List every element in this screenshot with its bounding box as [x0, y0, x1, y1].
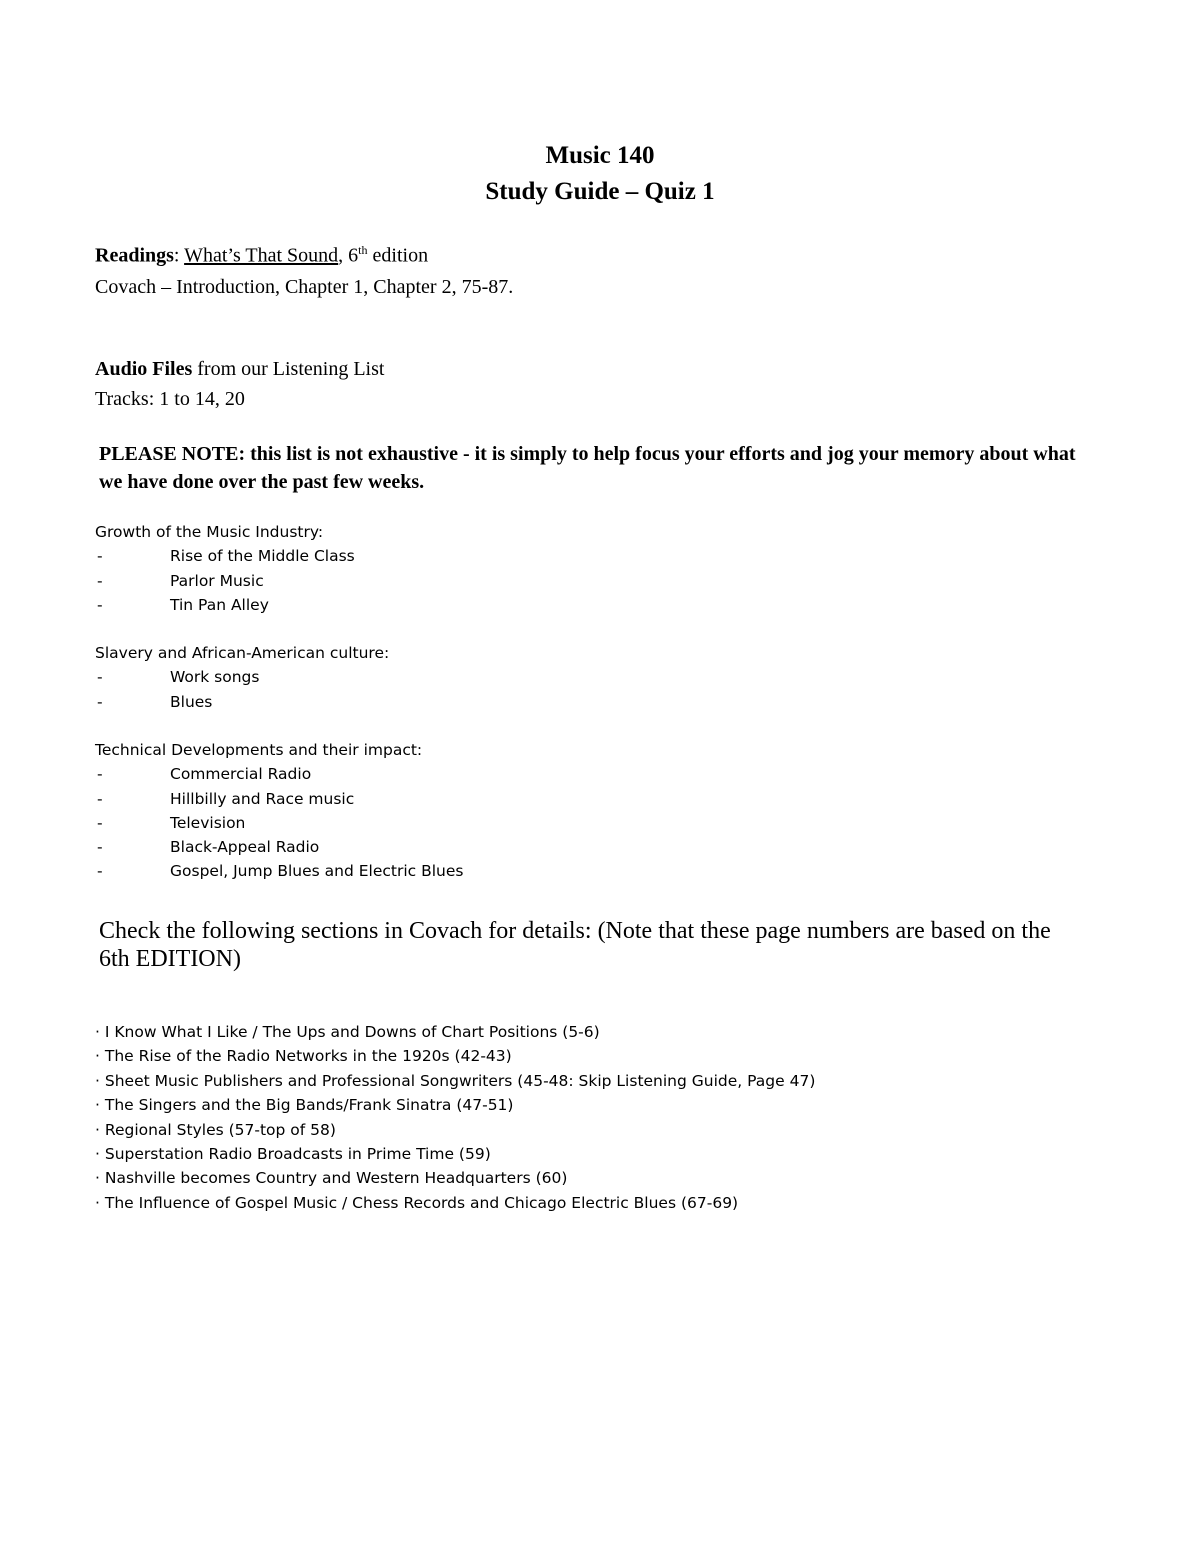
reference-item: · Sheet Music Publishers and Professional Songwriters (45-48: Skip Listening Guide, Page 47): [95, 1071, 816, 1090]
list-item: - Gospel, Jump Blues and Electric Blues: [97, 862, 464, 881]
edition-sup: th: [358, 243, 368, 257]
please-note: PLEASE NOTE: this list is not exhaustive - it is simply to help focus your efforts and jog your memory about what we have done over the past few weeks.: [99, 443, 1076, 493]
list-item: - Parlor Music: [97, 571, 264, 590]
list-item: - Television: [97, 813, 246, 832]
section-technical: [95, 738, 464, 884]
section-heading: Technical Developments and their impact:: [95, 741, 423, 759]
reference-item: · Regional Styles (57-top of 58): [95, 1120, 336, 1139]
audio-tracks: Tracks: 1 to 14, 20: [95, 388, 245, 410]
audio-line: [95, 358, 384, 381]
section-slavery: [95, 641, 389, 714]
course-title: Music 140: [545, 142, 655, 169]
edition-word: edition: [372, 244, 429, 267]
audio-rest: from our Listening List: [197, 358, 385, 380]
reference-item: · Superstation Radio Broadcasts in Prime Time (59): [95, 1145, 491, 1164]
readings-line: Readings: What’s That Sound, 6th edition: [95, 243, 429, 267]
check-sections-note: Check the following sections in Covach for details: (Note that these page numbers are based on the 6th EDITION): [99, 918, 1051, 972]
edition-num: 6: [348, 244, 359, 267]
reference-item: · I Know What I Like / The Ups and Downs of Chart Positions (5-6): [95, 1023, 600, 1041]
section-growth: [95, 520, 355, 617]
list-item: - Commercial Radio: [97, 765, 312, 784]
list-item: - Tin Pan Alley: [97, 595, 269, 614]
list-item: - Work songs: [97, 668, 260, 687]
reference-item: · The Influence of Gospel Music / Chess Records and Chicago Electric Blues (67-69): [95, 1193, 739, 1212]
section-heading: Growth of the Music Industry:: [95, 523, 324, 541]
reference-list: [95, 1020, 815, 1215]
audio-label: Audio Files: [95, 358, 193, 380]
book-title: What’s That Sound: [184, 244, 339, 267]
readings-chapters: Covach – Introduction, Chapter 1, Chapter 2, 75-87.: [95, 276, 514, 298]
readings-label: Readings: [95, 244, 174, 267]
list-item: - Blues: [97, 692, 213, 711]
reference-item: · The Singers and the Big Bands/Frank Sinatra (47-51): [95, 1096, 514, 1115]
reference-item: · Nashville becomes Country and Western Headquarters (60): [95, 1169, 568, 1188]
reference-item: · The Rise of the Radio Networks in the 1920s (42-43): [95, 1047, 512, 1066]
page-title: Study Guide – Quiz 1: [485, 178, 715, 205]
list-item: - Rise of the Middle Class: [97, 547, 355, 566]
list-item: - Hillbilly and Race music: [97, 789, 355, 808]
list-item: - Black-Appeal Radio: [97, 838, 320, 857]
section-heading: Slavery and African-American culture:: [95, 644, 390, 662]
